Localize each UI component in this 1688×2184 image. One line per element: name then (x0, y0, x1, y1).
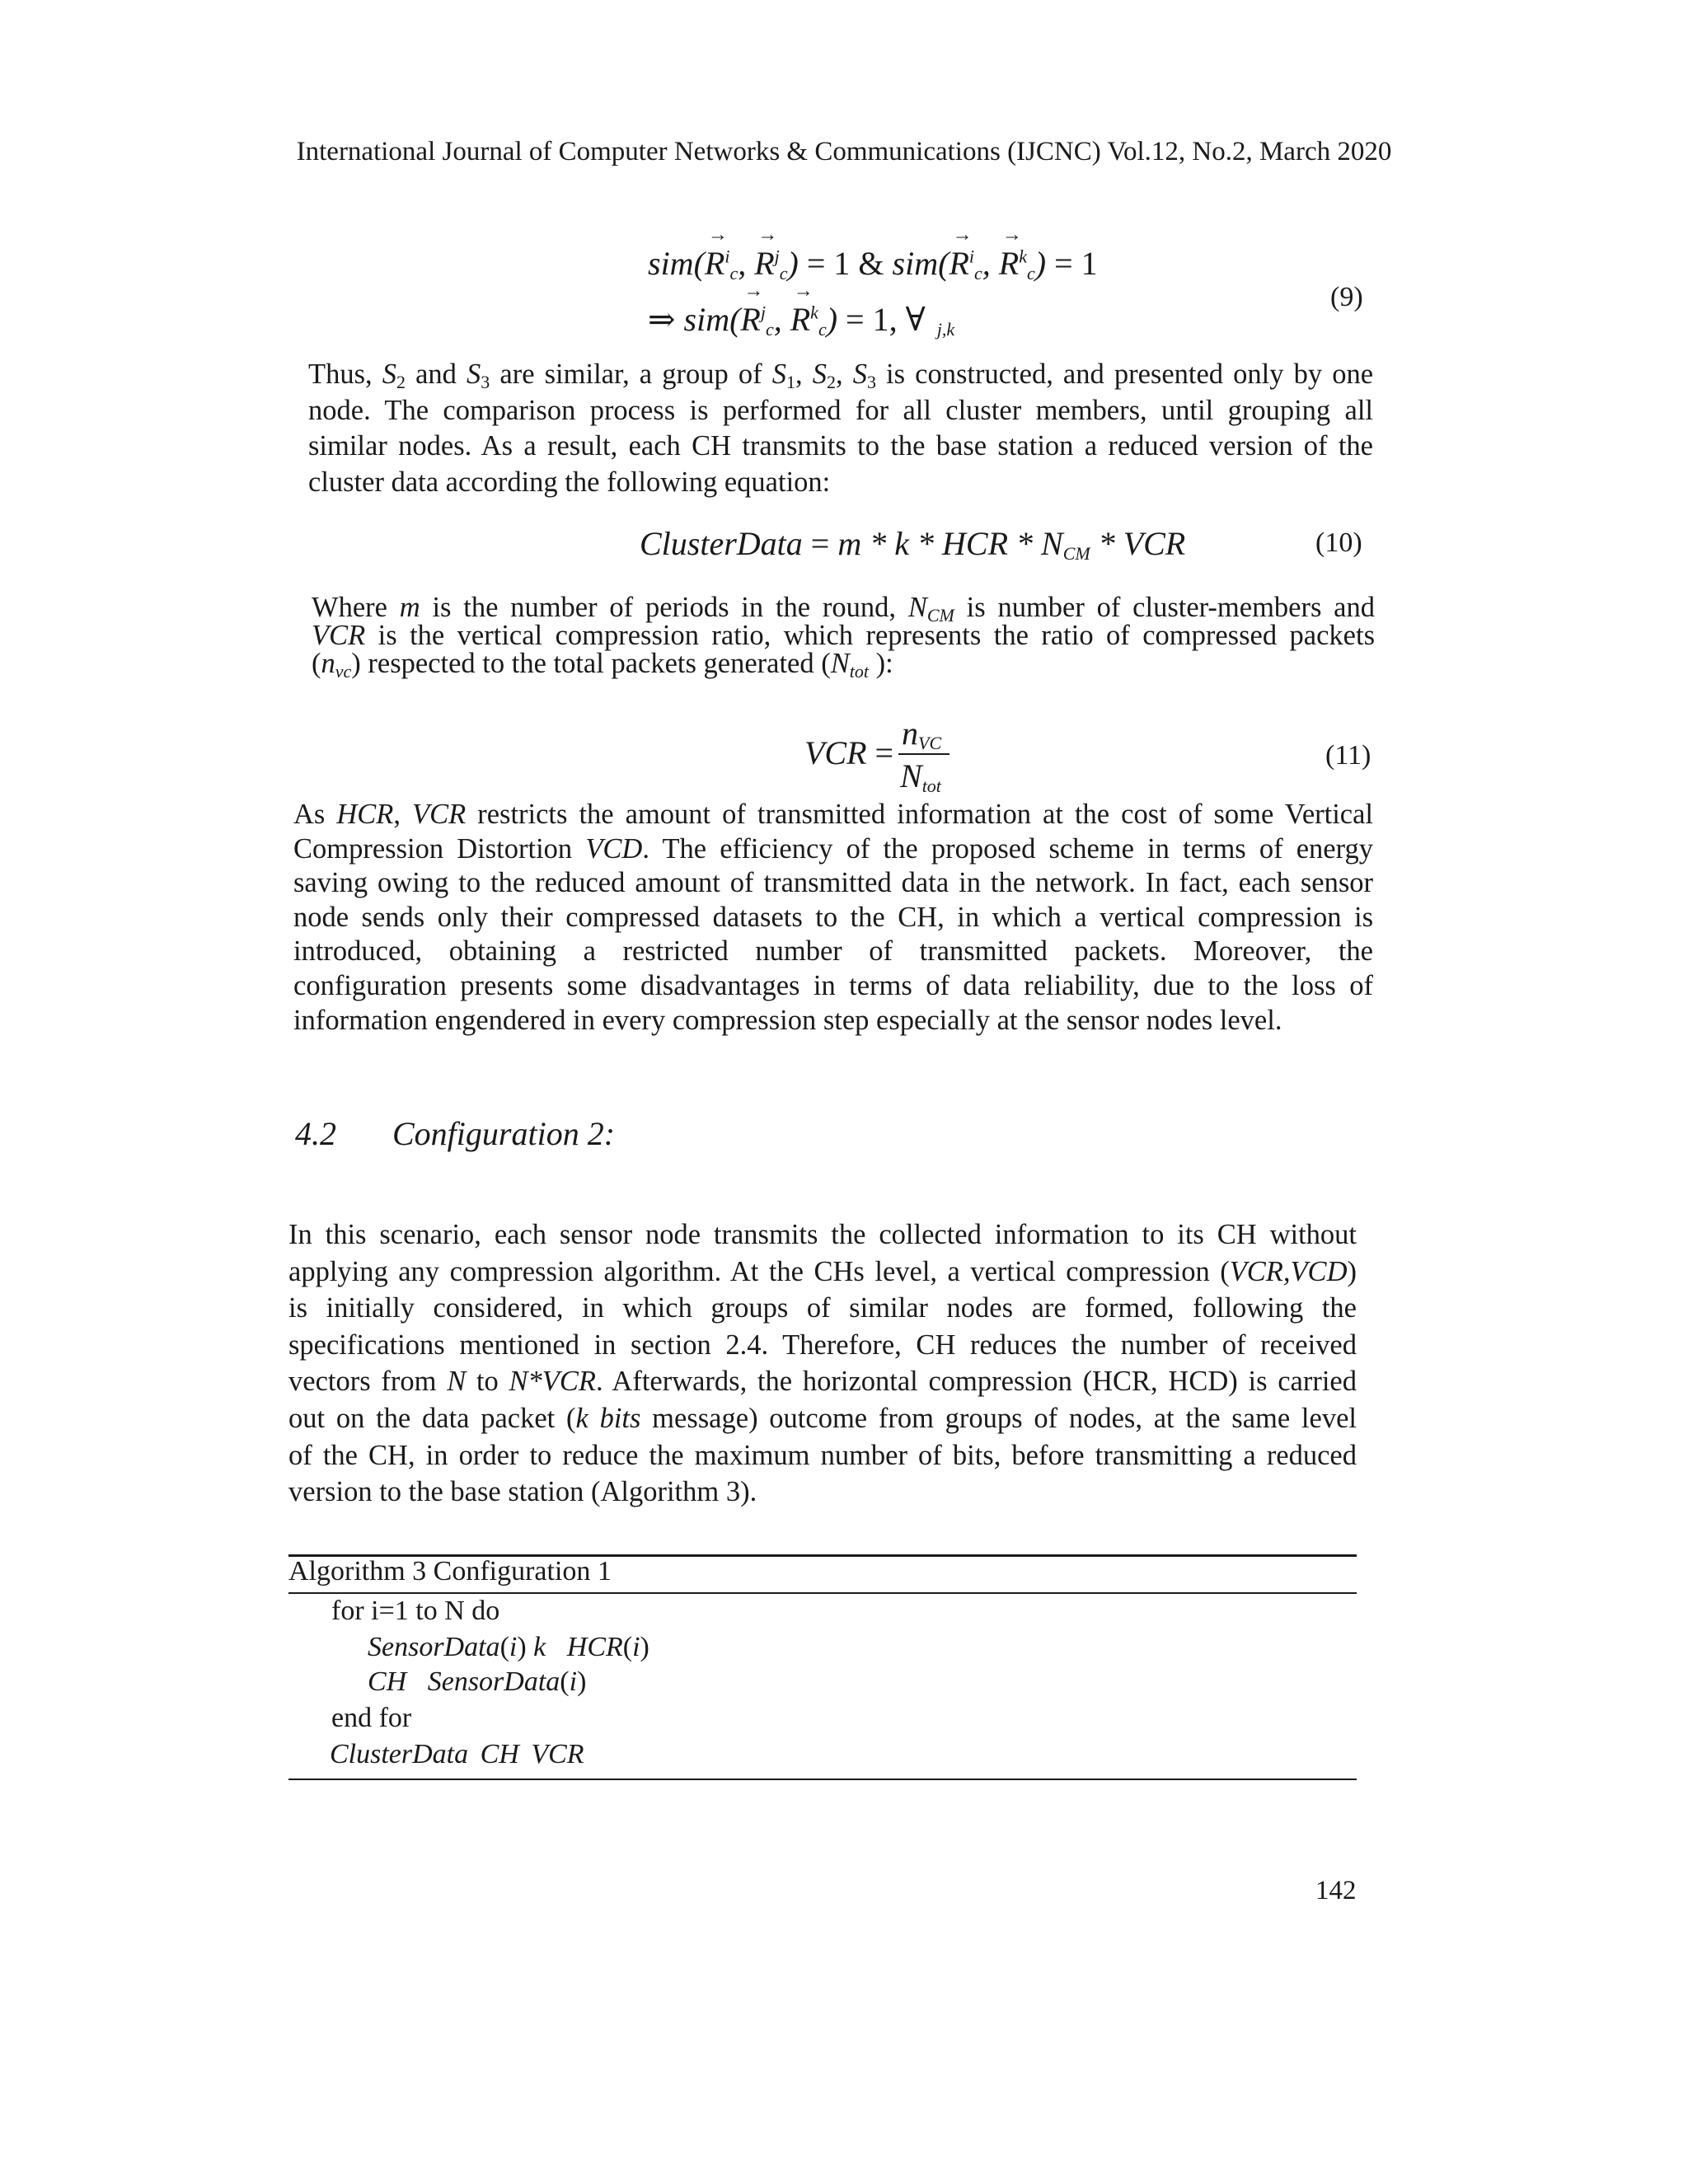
page-number: 142 (1315, 1876, 1357, 1905)
paragraph-line: Where m is the number of periods in the round, $N_{CM}$ is number of cluster-members and (312, 592, 1375, 626)
algorithm-line-4: end for (331, 1703, 412, 1733)
algorithm-line-2: SensorData(i) k HCR(i) (368, 1632, 649, 1662)
paragraph-line: $(n_{vc})$ respected to the total packets generated ($N_{tot}$ ): (312, 648, 893, 682)
paragraph-line: information engendered in every compression step especially at the sensor nodes level. (293, 1004, 1282, 1036)
equation-10: ClusterData = m * k * HCR * $N_{CM}$ * VCR (640, 525, 1186, 564)
paragraph-line: configuration presents some disadvantages in terms of data reliability, due to the loss of (293, 969, 1373, 1001)
paragraph-compression-distortion (293, 798, 1373, 1038)
paragraph-line: specifications mentioned in section 2.4. Therefore, CH reduces the number of received (288, 1329, 1357, 1361)
section-number: 4.2 (295, 1115, 336, 1152)
paragraph-line: VCR is the vertical compression ratio, which represents the ratio of compressed packets (312, 620, 1375, 651)
equation-11-denominator: $N_{tot}$ (900, 757, 941, 796)
paragraph-line: out on the data packet (k bits message) outcome from groups of nodes, at the same level (288, 1402, 1357, 1434)
paragraph-line: introduced, obtaining a restricted number of transmitted packets. Moreover, the (293, 935, 1373, 968)
paragraph-line: cluster data according the following equation: (308, 466, 831, 498)
equation-10-number: (10) (1315, 527, 1362, 558)
paragraph-line: Compression Distortion VCD. The efficiency of the proposed scheme in terms of energy (293, 832, 1373, 865)
paragraph-line: of the CH, in order to reduce the maximum number of bits, before transmitting a reduced (288, 1439, 1357, 1471)
section-title: Configuration 2: (392, 1115, 616, 1152)
algorithm-bottom-rule (288, 1779, 1357, 1780)
paragraph-line: In this scenario, each sensor node transmits the collected information to its CH without (288, 1219, 1357, 1250)
equation-9-number: (9) (1330, 282, 1363, 312)
paragraph-line: node. The comparison process is performed for all cluster members, until grouping all (308, 394, 1373, 426)
algorithm-line-1: for i=1 to N do (331, 1596, 500, 1626)
paragraph-line: similar nodes. As a result, each CH transmits to the base station a reduced version of the (308, 430, 1373, 462)
paragraph-line: saving owing to the reduced amount of transmitted data in the network. In fact, each sensor (293, 867, 1373, 899)
paragraph-vcr-definition (312, 592, 1375, 682)
algorithm-title: Algorithm 3 Configuration 1 (288, 1556, 612, 1586)
paragraph-line: Thus, $S_2$ and $S_3$ are similar, a group of $S_1$, $S_2$, $S_3$ is constructed, and presented only by one (308, 359, 1374, 392)
paragraph-line: node sends only their compressed datasets to the CH, in which a vertical compression is (293, 901, 1373, 933)
running-header: International Journal of Computer Networks & Communications (IJCNC) Vol.12, No.2, March 2020 (296, 137, 1392, 166)
equation-9-line2: ⇒ $sim(\to R^j_c$, → $R^k_c) = 1$, ∀ $_{j,k}$ (648, 300, 954, 339)
algorithm-line-5: ClusterData CH VCR (330, 1739, 584, 1769)
paragraph-line: As HCR, VCR restricts the amount of transmitted information at the cost of some Vertical (293, 799, 1374, 830)
paragraph-configuration-2 (288, 1216, 1357, 1511)
equation-11-number: (11) (1325, 740, 1372, 771)
equation-11-numerator: $n_{VC}$ (902, 715, 942, 753)
fraction-bar (898, 753, 950, 755)
algorithm-title-rule (288, 1592, 1357, 1594)
paragraph-line: is initially considered, in which groups of similar nodes are formed, following the (288, 1292, 1357, 1324)
equation-9: $sim(\to R^i_c$, → $R^j_c) = 1$ & $sim(\to R^i_c$, → $R^k_c) = 1$ (648, 244, 1098, 283)
paragraph-line: applying any compression algorithm. At the CHs level, a vertical compression (VCR,VCD) (288, 1255, 1357, 1287)
algorithm-line-3: CH SensorData(i) (368, 1666, 587, 1697)
paragraph-similar-nodes (308, 357, 1373, 500)
equation-11: VCR = (804, 734, 894, 771)
paragraph-line: version to the base station (Algorithm 3). (288, 1476, 757, 1508)
paragraph-line: vectors from N to N*VCR. Afterwards, the horizontal compression (HCR, HCD) is carried (288, 1366, 1357, 1398)
